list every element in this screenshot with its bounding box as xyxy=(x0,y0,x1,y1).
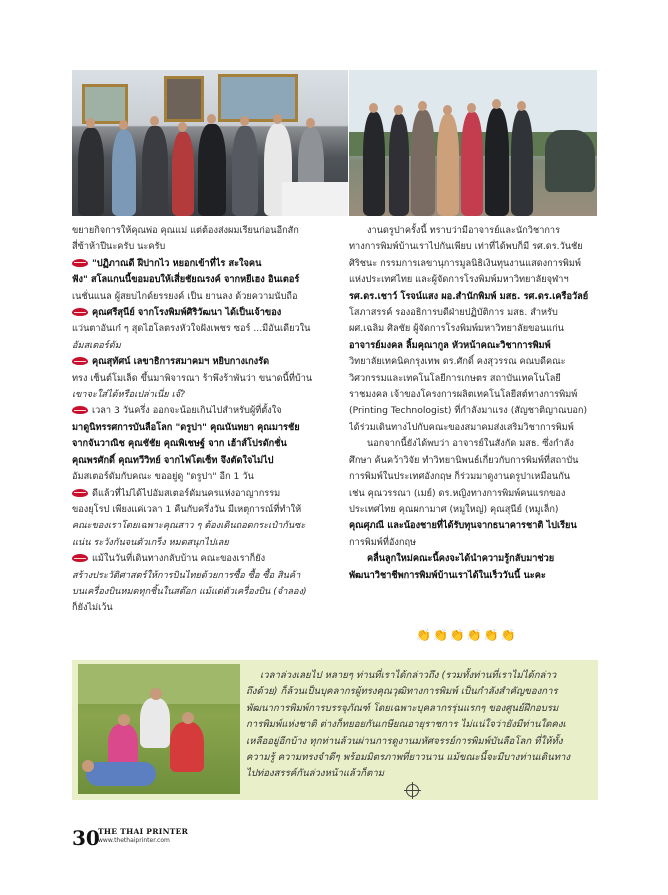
paragraph-line: ทางการพิมพ์บ้านเราไปกันเพียบ เท่าที่ได้พบก็มี รศ.ดร.วันชัย xyxy=(349,241,583,253)
paragraph-line: ดีแล้วที่ไม่ได้ไปอัมสเตอร์ดัมนครแห่งอาญากรรม xyxy=(72,486,334,502)
caption-line: ไปท่องสรรค์กันล่วงหน้าแล้วก็ตาม xyxy=(246,768,385,780)
paragraph-line: คุณศรีสุนีย์ จากโรงพิมพ์ศิริวัฒนา ได้เป็นเจ้าของ xyxy=(72,305,334,321)
paragraph-line: คุณสุทัศน์ เลขาธิการสมาคมฯ หยิบกางเกงรัด xyxy=(72,354,334,370)
paragraph-line: สร้างประวัติศาสตร์ให้การบินไทยด้วยการซื้อ ซื้อ ซื้อ สินค้า xyxy=(72,569,301,581)
lips-icon xyxy=(72,406,88,414)
lips-icon xyxy=(72,489,88,497)
paragraph-line: มาดูนิทรรศการบันลือโลก "ดรูปา" คุณนันทยา คุณมารชัย xyxy=(72,421,300,433)
paragraph-line: การพิมพ์ที่อังกฤษ xyxy=(349,536,417,548)
paragraph-line: ก็ยังไม่เว้น xyxy=(72,602,113,614)
person xyxy=(437,114,459,216)
paragraph-line: เนชั่นแนล ผู้สยบไกด์ยรรยงค์ เป็น ยานลง ด้วยความนับถือ xyxy=(72,290,298,302)
paragraph-line: บนเครื่องบินหมดทุกชิ้นในสต๊อก แม้แต่ตัวเครื่องบิน (จำลอง) xyxy=(72,585,307,597)
crosshair-icon xyxy=(406,784,419,797)
framed-landscape xyxy=(218,74,298,122)
table xyxy=(282,182,348,216)
paragraph-line: ประเทศไทย คุณผกามาศ (หมูใหญ่) คุณสุนีย์ (หมูเล็ก) xyxy=(349,503,559,515)
group-photo-exhibition xyxy=(72,70,348,216)
magazine-title: THE THAI PRINTER xyxy=(98,827,189,836)
person xyxy=(411,110,435,216)
intro-line: สี่ซ้าห้าปีนะครับ นะครับ xyxy=(72,241,166,253)
framed-portrait xyxy=(164,76,204,122)
lips-icon xyxy=(72,357,88,365)
paragraph-line: คุณพรศักดิ์ คุณทวีวิทย์ จากไฟโตเซ็ท จึงตัดใจไม่ไป xyxy=(72,454,274,466)
paragraph-line: ได้ร่วมเดินทางไปกับคณะของสมาคมส่งเสริมวิชาการพิมพ์ xyxy=(349,421,574,433)
paragraph-line: วิศวกรรมและเทคโนโลยีการเกษตร สถาบันเทคโนโลยี xyxy=(349,372,561,384)
lips-icon xyxy=(72,259,88,267)
caption-line: พัฒนาการพิมพ์การบรรจุภัณฑ์ โดยเฉพาะบุคลากรรุ่นแรกๆ ของศูนย์ฝึกอบรม xyxy=(246,702,559,714)
paragraph-line: แม้ในวันที่เดินทางกลับบ้าน คณะของเราก็ยัง xyxy=(72,551,334,567)
caption-line: ความรู้ ความทรงจำดีๆ พร้อมมิตรภาพที่ยาวนาน แม้ขณะนี้จะมีบางท่านเดินทาง xyxy=(246,752,571,764)
person xyxy=(170,722,204,772)
person xyxy=(485,108,509,216)
closing-line: พัฒนาวิชาชีพการพิมพ์บ้านเราได้ในเร็ววันนี้ นะคะ xyxy=(349,569,546,581)
person xyxy=(511,110,533,216)
person xyxy=(112,130,136,216)
paragraph-line: ผศ.เฉลิม ศิลชัย ผู้จัดการโรงพิมพ์มหาวิทยาลัยขอนแก่น xyxy=(349,323,564,335)
paragraph-line: คณะของเราโดยเฉพาะคุณสาว ๆ ต้องเดินถอดกระเป๋ากันซะ xyxy=(72,520,306,532)
person xyxy=(172,132,194,216)
paragraph-line: การพิมพ์ในประเทศอังกฤษ ก็ร่วมมาดูงานดรูปาเหมือนกัน xyxy=(349,471,571,483)
paragraph-line: ของยุโรป เพียงแค่เวลา 1 คืนกับครึ่งวัน มีเหตุการณ์ที่ทำให้ xyxy=(72,503,302,515)
lips-icon xyxy=(72,554,88,562)
person xyxy=(198,124,226,216)
paragraph-line: อาจารย์มงคล ลิ้มคุณากูล หัวหน้าคณะวิชาการพิมพ์ xyxy=(349,339,551,351)
caption-line: เวลาล่วงเลยไป หลายๆ ท่านที่เราได้กล่าวถึง (รวมทั้งท่านที่เราไม่ได้กล่าว xyxy=(260,670,557,681)
caption-line: ถึงด้วย) ก็ล้วนเป็นบุคลากรผู้ทรงคุณวุฒิทางการพิมพ์ เป็นกำลังสำคัญของการ xyxy=(246,686,558,698)
group-photo-outdoor xyxy=(349,70,597,216)
paragraph-line: นอกจากนี้ยังได้พบว่า อาจารย์ในสังกัด มสธ. ซึ่งกำลัง xyxy=(367,438,574,450)
right-column xyxy=(349,223,597,584)
paragraph-line: แว่นตาอันเก๋ ๆ สุดไฮโลตรงหัวใจฝังเพชร ซอร์ ...มีอันเดียวใน xyxy=(72,323,311,335)
statue xyxy=(545,130,595,192)
paragraph-line: เขาจะใส่ได้หรือเปล่าเนี่ย เจ๊? xyxy=(72,389,185,401)
paragraph-line: ศึกษา ค้นคว้าวิจัย ทำวิทยานิพนธ์เกี่ยวกับการพิมพ์ที่สถาบัน xyxy=(349,454,579,466)
person xyxy=(232,126,258,216)
paragraph-line: ราชมงคล เจ้าของโครงการผลิตเทคโนโลยีสต์ทางการพิมพ์ xyxy=(349,389,578,401)
left-column xyxy=(72,223,334,617)
person xyxy=(86,762,156,786)
family-photo xyxy=(78,664,240,794)
paragraph-line: อัมสเตอร์ดัม xyxy=(72,339,121,351)
person xyxy=(389,114,409,216)
person xyxy=(140,698,170,748)
paragraph-line: ทรง เซ็นต์โมเล็ด ขึ้นมาพิจารณา ร้าพึงร้าพันว่า ขนาดนี้ที่บ้าน xyxy=(72,372,313,384)
paragraph-line: (Printing Technologist) ที่กำลังมาแรง (สัญชาติญาณบอก) xyxy=(349,405,588,417)
paragraph-line: ศิริชนะ กรรมการเลขานุการมูลนิธิเงินทุนงานแสดงการพิมพ์ xyxy=(349,257,581,269)
paragraph-line: แน่น ระวังกันจนตัวเกร็ง หมดสนุกไปเลย xyxy=(72,536,229,548)
paragraph-line: ฟัง" สโลแกนนี้ขอมอบให้เสี่ยชัยณรงค์ จากหยีเฮง อินเตอร์ xyxy=(72,274,300,286)
paragraph-line: วิทยาลัยเทคนิคกรุงเทพ ดร.ศักดิ์ คงสุวรรณ คณบดีคณะ xyxy=(349,356,566,368)
magazine-url[interactable]: www.thethaiprinter.com xyxy=(98,837,170,844)
paragraph-line: อัมสเตอร์ดัมกับคณะ ขออยู่ดู "ดรูปา" อีก 1 วัน xyxy=(72,471,254,483)
paragraph-line: โสภาสรรค์ รองอธิการบดีฝ่ายปฏิบัติการ มสธ. สำหรับ xyxy=(349,307,558,319)
caption-line: เหลืออยู่อีกบ้าง ทุกท่านล้วนผ่านการดูงานมหัศจรรย์การพิมพ์บันลือโลก ที่ให้ทั้ง xyxy=(246,735,563,747)
paragraph-line: แห่งประเทศไทย และผู้จัดการโรงพิมพ์มหาวิทยาลัยจุฬาฯ xyxy=(349,274,569,286)
paragraph-line: รศ.ดร.เชาว์ โรจน์แสง ผอ.สำนักพิมพ์ มสธ. รศ.ดร.เครือวัลย์ xyxy=(349,290,589,302)
lips-icon xyxy=(72,308,88,316)
paragraph-line: เวลา 3 วันครึ่ง ออกจะน้อยเกินไปสำหรับผู้ที่ตั้งใจ xyxy=(72,403,334,419)
page-number: 30 xyxy=(72,826,100,850)
paragraph-line: "ปฏิภาณดี ฝีปากไว หยอกเข้าที่ไร สะใจคน xyxy=(72,256,334,272)
clapping-hands-icon: 👏👏👏👏👏👏 xyxy=(416,628,518,642)
person xyxy=(142,126,168,216)
paragraph-line: จากจันวาณิช คุณชัชัย คุณพิเชษฐ์ จาก เฮ้าส์โปรดักชั่น xyxy=(72,438,287,450)
photo-caption xyxy=(246,668,591,783)
person xyxy=(461,112,483,216)
paragraph-line: เช่น คุณวรรณา (เมย์) ดร.หญิงทางการพิมพ์คนแรกของ xyxy=(349,487,566,499)
caption-line: การพิมพ์แห่งชาติ ต่างก็ทยอยกันเกษียณอายุราชการ ไม่แน่ใจว่ายังมีท่านใดคงเ xyxy=(246,719,566,731)
person xyxy=(78,128,104,216)
person xyxy=(363,112,385,216)
intro-line: ขยายกิจการให้คุณพ่อ คุณแม่ แต่ต้องส่งผมเรียนก่อนอีกสัก xyxy=(72,225,299,236)
paragraph-line: งานดรูปาครั้งนี้ ทราบว่ามีอาจารย์และนักวิชาการ xyxy=(367,225,561,236)
closing-line: คลื่นลูกใหม่คณะนี้คงจะได้นำความรู้กลับมาช่วย xyxy=(367,553,555,565)
paragraph-line: คุณศุภณี และน้องชายที่ได้รับทุนจากธนาคารชาติ ไปเรียน xyxy=(349,520,577,532)
